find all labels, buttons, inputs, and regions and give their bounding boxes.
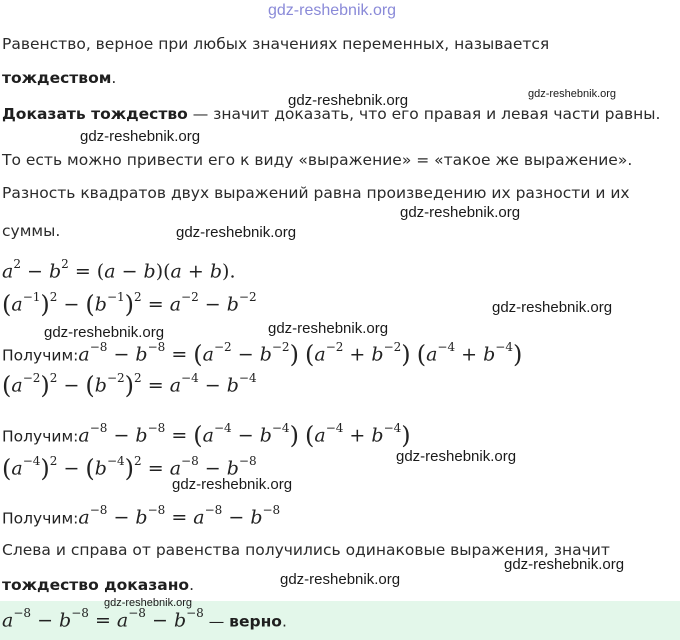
get-label: Получим: [2, 509, 79, 528]
conclusion-line-1: Слева и справа от равенства получились одинаковые выражения, значит [2, 541, 610, 559]
same-form-line: То есть можно привести его к виду «выражение» = «такое же выражение». [2, 151, 633, 169]
verdict-true: верно [229, 612, 282, 631]
conclusion-line-2: тождество доказано. [2, 576, 195, 594]
result-step-2: $Получим:a^{-8} - b^{-8} = (a^{-4} - b^{-4}) (a^{-4} + b^{-4})$ [2, 421, 411, 450]
watermark-text: gdz-reshebnik.org [268, 320, 389, 337]
watermark-text: gdz-reshebnik.org [280, 571, 401, 588]
identity-proved: тождество доказано [2, 576, 190, 594]
watermark-text: gdz-reshebnik.org [44, 324, 165, 341]
result-step-1: $Получим:a^{-8} - b^{-8} = (a^{-2} - b^{-2}) (a^{-2} + b^{-2}) (a^{-4} + b^{-4})$ [2, 340, 523, 369]
difference-rule-line-1: Разность квадратов двух выражений равна произведению их разности и их [2, 184, 630, 202]
watermark-text: gdz-reshebnik.org [528, 88, 617, 100]
term-identity: тождеством [2, 69, 112, 87]
final-result: $a^{-8} - b^{-8} = a^{-8} - b^{-8}$ — верно. [2, 606, 287, 632]
definition-line-2: тождеством. [2, 69, 117, 87]
watermark-text: gdz-reshebnik.org [288, 92, 409, 109]
result-step-3: $Получим:a^{-8} - b^{-8} = a^{-8} - b^{-8}$ [2, 503, 281, 529]
watermark-text: gdz-reshebnik.org [80, 128, 201, 145]
watermark-text: gdz-reshebnik.org [400, 204, 521, 221]
term-prove-identity: Доказать тождество [2, 105, 188, 123]
difference-rule-line-2: суммы. [2, 222, 61, 240]
formula-difference-of-squares: $a^2 - b^2 = (a - b)(a + b)$. [2, 257, 236, 283]
watermark-text: gdz-reshebnik.org [172, 476, 293, 493]
watermark-text: gdz-reshebnik.org [396, 448, 517, 465]
watermark-text: gdz-reshebnik.org [504, 556, 625, 573]
watermark-text: gdz-reshebnik.org [104, 597, 193, 609]
get-label: Получим: [2, 346, 79, 365]
formula-step-3: $(a^{-4})^2 - (b^{-4})^2 = a^{-8} - b^{-8}$ [2, 454, 257, 483]
formula-step-2: $(a^{-2})^2 - (b^{-2})^2 = a^{-4} - b^{-4}$ [2, 371, 257, 400]
get-label: Получим: [2, 427, 79, 446]
prove-definition: Доказать тождество — значит доказать, что его правая и левая части равны. [2, 105, 661, 123]
watermark-text: gdz-reshebnik.org [176, 224, 297, 241]
formula-step-1: $(a^{-1})^2 - (b^{-1})^2 = a^{-2} - b^{-2}$ [2, 290, 257, 319]
top-watermark: gdz-reshebnik.org [268, 2, 397, 19]
watermark-text: gdz-reshebnik.org [492, 299, 613, 316]
definition-line-1: Равенство, верное при любых значениях переменных, называется [2, 35, 550, 53]
